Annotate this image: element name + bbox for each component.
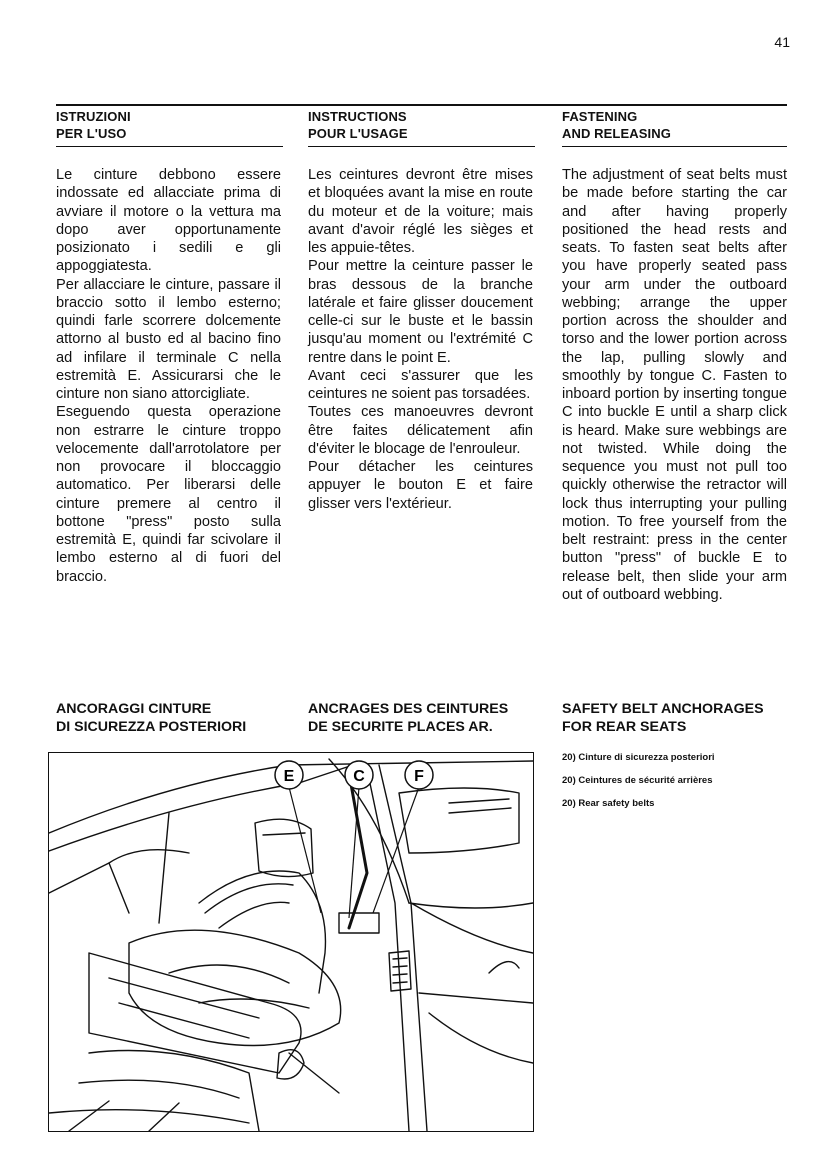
label-e-text: E — [283, 768, 295, 785]
caption-italian: 20) Cinture di sicurezza posteriori — [562, 752, 715, 763]
page-number: 41 — [774, 34, 790, 50]
car-interior-drawing — [49, 753, 533, 1131]
heading-line-1: FASTENING — [562, 109, 638, 124]
heading-line-1: INSTRUCTIONS — [308, 109, 407, 124]
label-c-text: C — [353, 768, 365, 785]
section-heading-english — [562, 700, 787, 736]
label-c — [345, 761, 373, 789]
caption-english: 20) Rear safety belts — [562, 798, 655, 809]
heading-french — [308, 108, 533, 142]
heading-rule — [308, 146, 535, 147]
label-e — [275, 761, 303, 789]
paragraph: Le cinture debbono essere indossate ed allacciate prima di avviare il motore o la vettura ma dopo aver opportunamente posizionato i sedili e gli appoggiatesta. — [56, 167, 281, 275]
paragraph: Avant ceci s'assurer que les ceintures ne soient pas torsadées. — [308, 367, 533, 402]
label-f — [405, 761, 433, 789]
figure-captions — [562, 752, 715, 821]
heading-rule — [562, 146, 787, 147]
heading-line-2: AND RELEASING — [562, 126, 671, 141]
heading-line-2: PER L'USO — [56, 126, 127, 141]
paragraph: The adjustment of seat belts must be made before starting the car and after having properly positioned the head rests and seats. To fasten seat belts after you have properly seated pass your arm under the outboard webbing; arrange the upper portion across the shoulder and torso and the lower portion across the lap, pulling slowly and smoothly by tongue C. Fasten to inboard portion by inserting tongue C into buckle E until a sharp click is heard. Make sure webbings are not twisted. While doing the sequence you must not pull too quickly otherwise the retractor will lock thus interrupting your pulling motion. To free yourself from the belt restraint: press in the center button "press" of buckle E to release belt, then slide your arm out of outboard webbing. — [562, 167, 787, 603]
body-english — [562, 166, 787, 604]
caption-french: 20) Ceintures de sécurité arrières — [562, 775, 713, 786]
paragraph: Toutes ces manoeuvres devront être faites délicatement afin d'éviter le blocage de l'enrouleur. — [308, 404, 533, 457]
section-heading-line-1: SAFETY BELT ANCHORAGES — [562, 701, 764, 717]
section-heading-line-2: DI SICUREZZA POSTERIORI — [56, 719, 247, 735]
paragraph: Pour mettre la ceinture passer le bras dessous de la branche latérale et faire glisser doucement celle-ci sur le buste et le bassin jusqu'au moment ou l'extrémité C rentre dans le point E. — [308, 258, 533, 366]
section-heading-italian — [56, 700, 281, 736]
heading-rule — [56, 146, 283, 147]
heading-english — [562, 108, 787, 142]
heading-line-1: ISTRUZIONI — [56, 109, 131, 124]
body-italian — [56, 166, 281, 586]
section-heading-line-1: ANCORAGGI CINTURE — [56, 701, 212, 717]
label-f-text: F — [414, 768, 424, 785]
section-heading-line-2: DE SECURITE PLACES AR. — [308, 719, 493, 735]
section-heading-line-1: ANCRAGES DES CEINTURES — [308, 701, 509, 717]
top-rule — [56, 104, 787, 106]
paragraph: Eseguendo questa operazione non estrarre le cinture troppo velocemente dall'arrotolatore per non provocare il bloccaggio automatico. Per liberarsi delle cinture premere al centro il bottone "press" posto sulla estremità E, quindi far scivolare il lembo esterno al di fuori del braccio. — [56, 404, 281, 585]
paragraph: Per allacciare le cinture, passare il braccio sotto il lembo esterno; quindi farle scorrere dolcemente attorno al busto ed al bacino fino ad infilare il terminale C nella estremità E. Assicurarsi che le cinture non siano attorcigliate. — [56, 276, 281, 402]
seat-belt-illustration — [48, 752, 534, 1132]
heading-italian — [56, 108, 281, 142]
body-french — [308, 166, 533, 513]
section-heading-line-2: FOR REAR SEATS — [562, 719, 687, 735]
paragraph: Les ceintures devront être mises et bloquées avant la mise en route du moteur et de la voiture; mais avant d'avoir réglé les sièges et les appuie-têtes. — [308, 167, 533, 256]
section-heading-french — [308, 700, 533, 736]
paragraph: Pour détacher les ceintures appuyer le bouton E et faire glisser vers l'extérieur. — [308, 459, 533, 512]
heading-line-2: POUR L'USAGE — [308, 126, 408, 141]
